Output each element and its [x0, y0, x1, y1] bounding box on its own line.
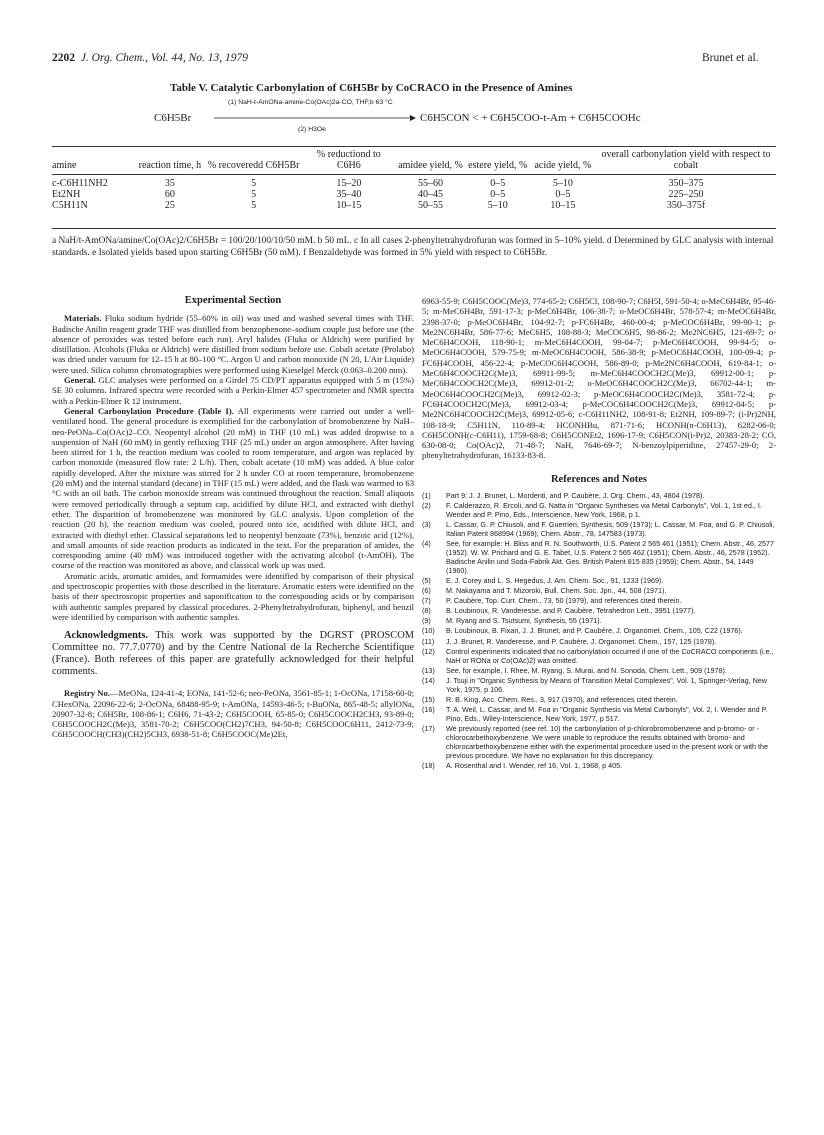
paragraph-text: GLC analyses were performed on a Girdel 75 CD/PT apparatus equipped with 5 m (15%) SE 30 columns. Infrared spectra were recorded with a Perkin-Elmer 457 spectrometer and NMR spectra with a Perkin-Elmer R 12 instrument. — [52, 375, 414, 406]
column-header: reaction time, h — [135, 148, 205, 175]
registry-paragraph — [52, 688, 414, 739]
reference-item — [422, 492, 776, 501]
reference-number: (15) — [422, 694, 435, 704]
table-cell: 0–5 — [490, 178, 506, 189]
reference-item — [422, 502, 776, 520]
reference-number: (12) — [422, 646, 435, 656]
paragraph-label: Registry No. — [64, 688, 110, 699]
reaction-arrow-icon — [214, 114, 416, 122]
table-row — [52, 200, 776, 211]
table-cell: 0–5 — [490, 189, 506, 200]
reference-item — [422, 725, 776, 761]
table-header-row — [52, 148, 776, 175]
table-cell: 5 — [251, 178, 257, 189]
materials-paragraph — [52, 313, 414, 375]
running-header-authors: Brunet et al. — [702, 52, 759, 64]
reference-number: (4) — [422, 539, 431, 549]
reference-item — [422, 521, 776, 539]
table-row — [52, 189, 776, 200]
aromatic-paragraph: Aromatic acids, aromatic amides, and formamides were identified by comparison of their physical and spectroscopic properties with those described in the literature. Aromatic esters were identified on the basis of their spectroscopic properties and saponification to the corresponding acids or by comparison with authentic samples prepared by classical procedures. 2-Phenyltetrahydrofuran, biphenyl, and benzil were identified by comparison with authentic samples. — [52, 570, 414, 622]
reference-number: (16) — [422, 704, 435, 714]
table-cell: 60 — [164, 189, 175, 200]
reference-item — [422, 597, 776, 606]
paragraph-label: Acknowledgments. — [64, 630, 148, 642]
table-cell: 50–55 — [418, 200, 444, 211]
paragraph-text: All experiments were carried out under a well-ventilated hood. The general procedure is exemplified for the carbonylation of bromobenzene by NaH–neo-PeONa–Co(OAc)2–CO. Neopentyl alcohol (20 mM) in THF (10 mL) was added dropwise to a suspension of NaH (60 mM) in gently refluxing THF (25 mL) under an argon atmosphere. After having been stirred for 1 h, the reaction medium was cooled to room temperature, and argon was replaced by carbon monoxide (measured flow rate: 2 L/h). Then, cobalt acetate (10 mM) was added. A blue color rapidly developed. After the mixture was stirred for 2 h under CO at room temperature, bromobenzene (20 mM) and the internal standard (decane) in THF (15 mL) were added, and the flask was warmed to 63 °C with an oil bath. The carbon monoxide stream was continued throughout the reaction. Small aliquots were removed periodically through a septum cap, acidified by dilute HCl, and extracted with diethyl ether. The disparition of bromobenzene was monitored by GLC analysis. Upon completion of the reaction (20 h), the reaction medium was cooled, poured onto ice, acidified with dilute HCl, and extracted with diethyl ether. Classical separations led to neopentyl benzoate (73%), benzoic acid (12%), and small amounts of side reaction products as indicated in the text. For the preparation of amides, the corresponding amine (40 mM) was introduced together with the activating alcohol (t-AmOH). The course of the reaction was monitored as above, and classical work up was used. — [52, 405, 414, 571]
column-header: estere yield, % — [466, 148, 530, 175]
reference-text: We previously reported (see ref. 10) the carbonylation of p-chlorobromobenzene and p-bromo- or -chlorocarbethoxybenzene. We were unable to reproduce the results obtained with bromo- and chlorocarbethoxybenzene either with the experimental procedure used in the present work or with the previous procedure. We have no explanation for this discrepancy. — [446, 723, 769, 760]
right-column — [422, 296, 776, 772]
scheme-products: C6H5CON < + C6H5COO-t-Am + C6H5COOHc — [420, 112, 641, 124]
reference-number: (9) — [422, 616, 431, 626]
reference-text: Control experiments indicated that no carbonylation occurred if one of the CoCRACO components (i.e., NaH or RONa or Co(OAc)2) was omitted. — [446, 646, 774, 665]
reference-item — [422, 667, 776, 676]
reference-item — [422, 617, 776, 626]
reference-item — [422, 577, 776, 586]
reference-item — [422, 607, 776, 616]
reference-text: R. B. King, Acc. Chem. Res., 3, 917 (1970), and references cited therein. — [446, 694, 678, 704]
reference-number: (1) — [422, 491, 431, 501]
table-cell: c-C6H11NH2 — [52, 178, 108, 189]
table-cell: 15–20 — [336, 178, 362, 189]
table-top-rule — [52, 146, 776, 147]
table-footnotes: a NaH/t-AmONa/amine/Co(OAc)2/C6H5Br = 100/20/100/10/50 mM. b 50 mL. c In all cases 2-phenyltetrahydrofuran was formed in 5–10% yield. d Determined by GLC analysis with internal standards. e Isolated yields based upon starting C6H5Br (50 mM). f Benzaldehyde was formed in 5% yield with respect to C6H5Br. — [52, 236, 774, 258]
reference-number: (6) — [422, 586, 431, 596]
column-header: acide yield, % — [530, 148, 596, 175]
reference-item — [422, 706, 776, 724]
reference-text: E. J. Corey and L. S. Hegedus, J. Am. Chem. Soc., 91, 1233 (1969). — [446, 575, 664, 585]
paragraph-label: General. — [64, 375, 96, 386]
reference-list — [422, 492, 776, 770]
acknowledgments-paragraph — [52, 630, 414, 678]
table-cell: 35–40 — [336, 189, 362, 200]
section-heading-experimental: Experimental Section — [184, 295, 282, 306]
column-header: overall carbonylation yield with respect to cobalt — [596, 148, 776, 175]
paragraph-label: General Carbonylation Procedure (Table I). — [64, 405, 234, 416]
column-header: amidee yield, % — [395, 148, 465, 175]
table-bottom-rule — [52, 228, 776, 229]
reference-number: (5) — [422, 575, 431, 585]
paragraph-text: This work was supported by the DGRST (PROSCOM Committee no. 77.7.0770) and by the Centre National de la Recherche Scientifique (France). Both referees of this paper are gratefully acknowledged for their helpful comments. — [52, 630, 414, 678]
table-cell: 5 — [251, 200, 257, 211]
column-header: amine — [52, 148, 135, 175]
running-header — [52, 52, 248, 64]
table-cell: 225–250 — [668, 189, 704, 200]
reference-number: (14) — [422, 675, 435, 685]
scheme-condition-1: (1) NaH-t-AmONa-amine-Co(OAc)2a-CO, THF,b 63 °C — [228, 99, 393, 106]
table-cell: 5 — [251, 189, 257, 200]
reference-number: (11) — [422, 636, 435, 646]
reference-text: J. J. Brunet, R. Vanderesse, and P. Caubère, J. Organomet. Chem., 157, 125 (1978). — [446, 636, 717, 646]
column-header: % recoveredd C6H5Br — [205, 148, 302, 175]
reference-text: M. Nakayama and T. Mizoroki, Bull. Chem. Soc. Jpn., 44, 508 (1971). — [446, 586, 667, 596]
section-heading-references: References and Notes — [550, 473, 648, 485]
paragraph-label: Materials. — [64, 313, 102, 324]
reference-text: L. Cassar, G. P. Chiusoli, and F. Guerrieri, Synthesis, 509 (1973); L. Cassar, M. Foa, and G. P. Chiusoli, Italian Patent 868994 (1969); Chem. Abstr., 78, 147583 (1973). — [446, 520, 775, 539]
table-cell: C5H11N — [52, 200, 88, 211]
reference-text: F. Calderazzo, R. Ercoli, and G. Natta in "Organic Syntheses via Metal Carbonyls", Vol. 1, 1st ed., I. Wender and P. Pino, Eds., Interscience, New York, 1968, p 1. — [446, 501, 762, 520]
reference-number: (3) — [422, 520, 431, 530]
reference-number: (8) — [422, 606, 431, 616]
reference-text: P. Caubère, Top. Curr. Chem., 73, 50 (1979), and references cited therein. — [446, 596, 682, 606]
reference-item — [422, 540, 776, 576]
general-paragraph — [52, 375, 414, 406]
table-cell: 5–10 — [552, 178, 573, 189]
registry-continued: 6963-55-9; C6H5COOC(Me)3, 774-65-2; C6H5Cl, 108-90-7; C6H5I, 591-50-4; o-MeC6H4Br, 95-46-5; m-MeC6H4Br, 591-17-3; p-MeC6H4Br, 106-38-7; o-MeOC6H4Br, 578-57-4; m-MeOC6H4Br, 2398-37-0; p-MeOC6H4Br, 104-92-7; p-FC6H4Br, 460-00-4; p-MeCOC6H4Br, 99-90-1; p-Me2NC6H4Br, 586-77-6; MeC6H5, 108-88-3; MeCOC6H5, 98-86-2; Me2NC6H5, 121-69-7; o-MeC6H4COOH, 118-90-1; m-MeC6H4COOH, 99-04-7; p-MeC6H4COOH, 99-94-5; o-MeOC6H4COOH, 579-75-9; m-MeOC6H4COOH, 586-38-9; p-MeOC6H4COOH, 100-09-4; p-FC6H4COOH, 456-22-4; p-MeCOC6H4COOH, 586-89-0; p-Me2NC6H4COOH, 619-84-1; o-MeC6H4COOCH2C(Me)3, 69911-99-5; m-MeC6H4COOCH2C(Me)3, 69912-00-1; p-MeC6H4COOCH2C(Me)3, 69912-01-2; o-MeOC6H4COOCH2C(Me)3, 66702-44-1; m-MeOC6H4COOCH2C(Me)3, 69912-02-3; p-MeOC6H4COOCH2C(Me)3, 3581-72-4; p-FC6H4COOCH2C(Me)3, 69912-03-4; p-MeCOC6H4COOCH2C(Me)3, 69912-04-5; p-Me2NC6H4COOCH2C(Me)3, 69912-05-6; c-C6H11NH2, 108-91-8; Et2NH, 109-89-7; (i-Pr)2NH, 108-18-9; C5H11N, 110-89-4; HCONHBu, 871-71-6; HCONH(n-C6H13), 6282-06-0; C6H5CONH(c-C6H11), 1759-68-8; C6H5CONEt2, 1696-17-9; C6H5CON(i-Pr)2, 20383-28-2; CO, 630-08-0; Co(OAc)2, 71-48-7; NaH, 7646-69-7; N-benzoylpiperidine, 27457-29-0; 2-phenyltetrahydrofuran, 16133-83-8. — [422, 296, 776, 461]
reference-text: B. Loubinoux, R. Vanderesse, and P. Caubère, Tetrahedron Lett., 3951 (1977). — [446, 606, 696, 616]
table-row — [52, 175, 776, 190]
reference-text: See, for example: H. Bliss and R. N. Southworth, U.S. Patent 2 565 461 (1951); Chem. Abstr., 46, 2577 (1952). W. W. Prichard and G. E. Tabet, U.S. Patent 2 565 462 (1951); Chem. Abstr., 46, 2578 (1952). Badische Anilin und Soda-Fabrik Akt. Ges. British Patent 815 835 (1959); Chem. Abstr., 54, 1449 (1960). — [446, 539, 775, 575]
reference-text: A. Rosenthal and I. Wender, ref 16, Vol. 1, 1968, p 405. — [446, 760, 623, 770]
paragraph-text: Fluka sodium hydride (55–60% in oil) was used and washed several times with THF. Badische Anilin reagent grade THF was distilled from benzophenone–sodium couple just before use (the absence of peroxides was tested before each run). Aryl halides (Fluka or Aldrich) were purified by distillation. Alcohols (Fluka or Aldrich) were distilled from sodium before use. Cobalt acetate (Prolabo) was dried under vacuum for 12–15 h at 80–100 °C. Argon U and carbon monoxide (N 20, L'Air Liquide) were used. Silica column chromatographies were performed using Kieselgel Merck (0.063–0.200 mm). — [52, 313, 414, 375]
procedure-paragraph — [52, 406, 414, 571]
scheme-arrow — [214, 99, 416, 139]
paragraph-text: —MeONa, 124-41-4; EONa, 141-52-6; neo-PeONa, 3561-85-1; 1-OcONa, 17158-60-0; CHexONa, 22096-22-6; 2-OcONa, 68488-95-9; t-AmONa, 14593-46-5; t-BuONa, 865-48-5; allylONa, 20907-32-8; C6H5Br, 108-86-1; C6H6, 71-43-2; C6H5COOH, 65-85-0; C6H5COOCH2CH3, 93-89-0; C6H5COOCH2C(Me)3, 3581-70-2; C6H5COO(CH2)7CH3, 94-50-8; C6H5COOC6H11, 2412-73-9; C6H5COOCH(CH3)(CH2)5CH3, 6938-51-8; C6H5COOC(Me)2Et, — [52, 688, 415, 740]
reference-item — [422, 627, 776, 636]
table-title: Table V. Catalytic Carbonylation of C6H5Br by CoCRACO in the Presence of Amines — [170, 82, 573, 94]
table-cell: 40–45 — [418, 189, 444, 200]
table-cell: 35 — [164, 178, 175, 189]
left-column — [52, 296, 414, 740]
reference-text: Part 9: J. J. Brunet, L. Mordenti, and P. Caubère, J. Org. Chem., 43, 4804 (1978). — [446, 491, 705, 501]
table-cell: 10–15 — [336, 200, 362, 211]
reference-text: J. Tsuji in "Organic Synthesis by Means of Transition Metal Complexes", Vol. 1, Springer-Verlag, New York, 1975, p 106. — [446, 675, 767, 694]
table-cell: 350–375f — [666, 200, 706, 211]
reference-number: (17) — [422, 723, 435, 733]
reference-item — [422, 648, 776, 666]
reference-number: (10) — [422, 626, 435, 636]
table-cell: 0–5 — [555, 189, 571, 200]
table-cell: 5–10 — [487, 200, 508, 211]
table-cell: 55–60 — [418, 178, 444, 189]
reference-text: B. Loubinoux, B. Fixari, J. J. Brunet, and P. Caubère, J. Organomet. Chem., 105, C22 (1976). — [446, 626, 743, 636]
table-cell: 350–375 — [668, 178, 704, 189]
reference-number: (18) — [422, 760, 435, 770]
reference-item — [422, 677, 776, 695]
reference-item — [422, 638, 776, 647]
reference-number: (7) — [422, 596, 431, 606]
table-cell: 10–15 — [550, 200, 576, 211]
journal-citation: J. Org. Chem., Vol. 44, No. 13, 1979 — [80, 52, 249, 64]
reference-text: T. A. Weil, L. Cassar, and M. Foa in "Organic Synthesis via Metal Carbonyls", Vol. 2, I. Wender and P. Pino, Eds., Wiley-Interscience, New York, 1977, p 517. — [446, 704, 768, 723]
page-number: 2202 — [52, 52, 75, 64]
data-table — [52, 148, 776, 211]
reference-text: See, for example, I. Rhee, M. Ryang, S. Murai, and N. Sonoda, Chem. Lett., 909 (1978). — [446, 665, 727, 675]
column-header: % reductiond to C6H6 — [302, 148, 395, 175]
table-cell: Et2NH — [52, 189, 81, 200]
reference-item — [422, 587, 776, 596]
reference-item — [422, 762, 776, 771]
reference-text: M. Ryang and S. Tsutsumi, Synthesis, 55 (1971). — [446, 616, 602, 626]
reference-number: (13) — [422, 665, 435, 675]
reference-number: (2) — [422, 501, 431, 511]
table-cell: 25 — [164, 200, 175, 211]
reference-item — [422, 696, 776, 705]
scheme-reactant: C6H5Br — [154, 112, 192, 124]
scheme-condition-2: (2) H3Oe — [298, 126, 326, 133]
